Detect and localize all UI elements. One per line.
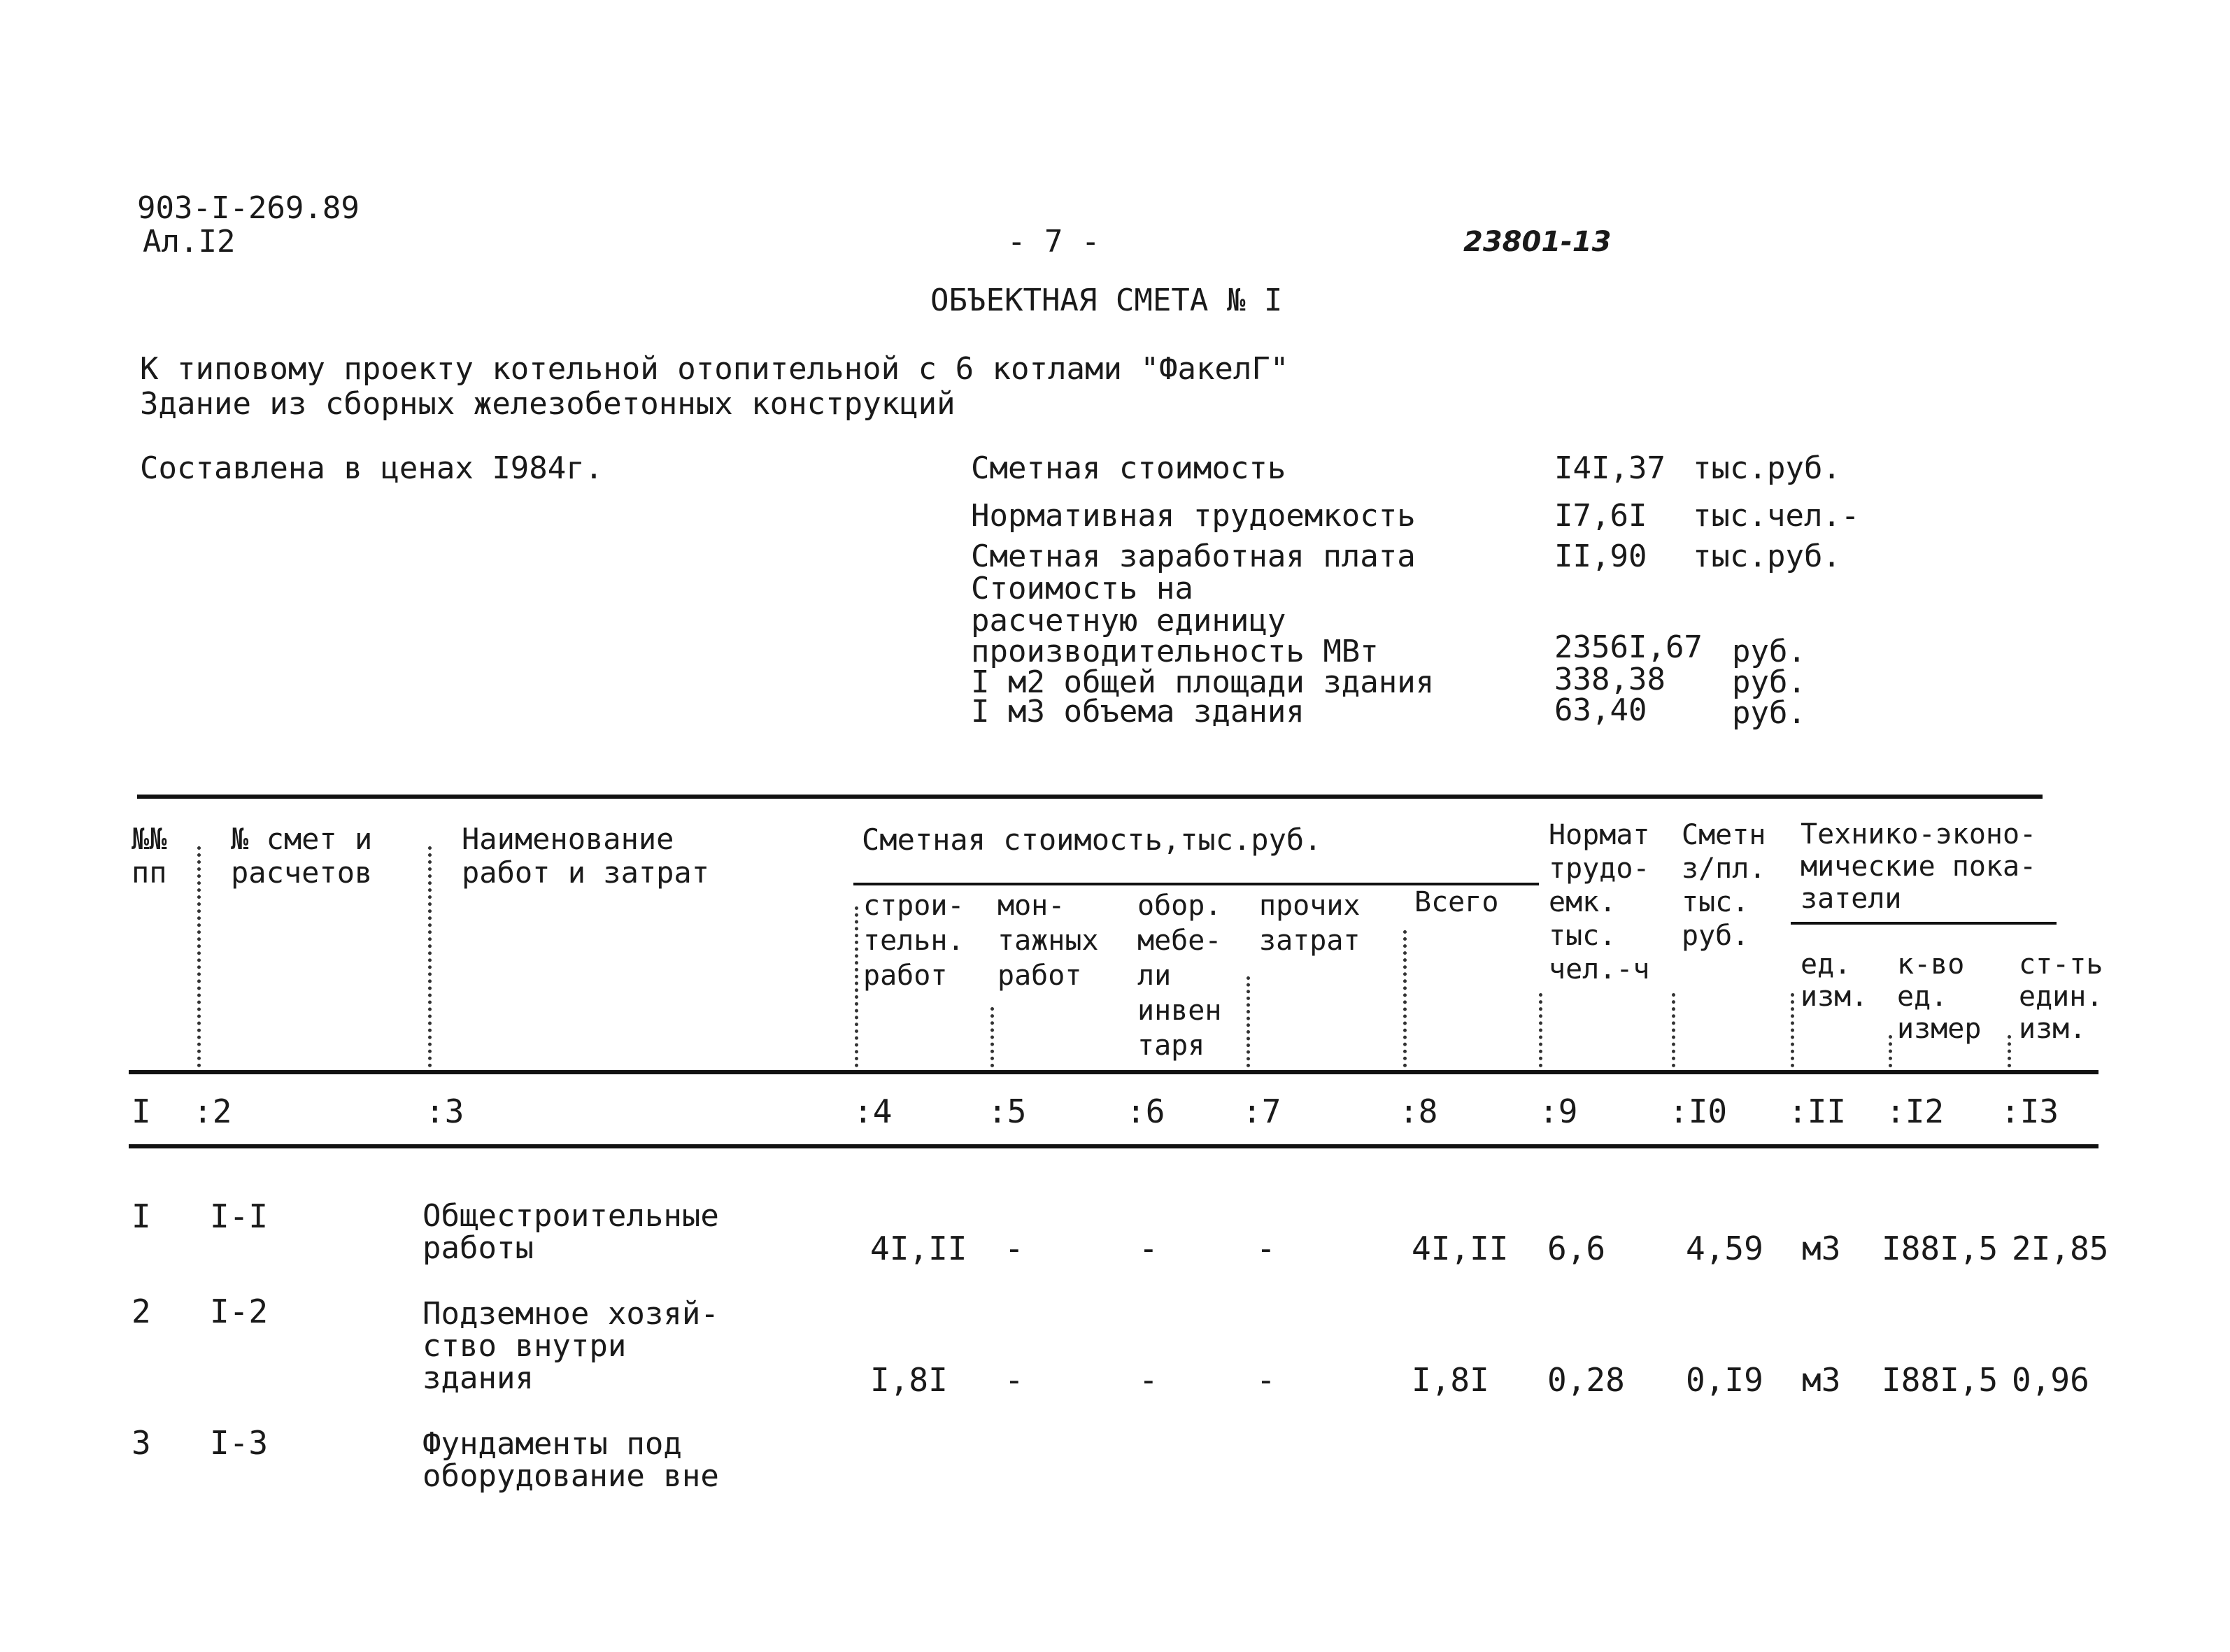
tech-group-rule [1791,922,2057,925]
header-labor: Нормат трудо- емк. тыс. чел.-ч [1549,819,1650,985]
col-separator [1889,1035,1892,1067]
cost-value: I4I,37 [1554,450,1666,486]
wage-value: II,90 [1554,539,1647,574]
table-cell-total: I,8I [1412,1361,1489,1399]
column-number: :I2 [1886,1092,1945,1130]
column-number: :2 [193,1092,232,1130]
column-number: :5 [988,1092,1027,1130]
unit-cost-label-2: расчетную единицу [971,603,1286,639]
table-cell-installation: - [1004,1230,1024,1267]
table-top-rule [137,795,2043,799]
unit-cost-label-1: Стоимость на [971,571,1193,606]
table-row-number: 3 [132,1424,151,1462]
area-label: I м2 общей площади здания [971,664,1435,700]
table-cell-labor: 6,6 [1547,1230,1606,1267]
table-cell-installation: - [1004,1361,1024,1399]
header-unit: ед. изм. [1801,948,1868,1013]
intro-line-1: К типовому проекту котельной отопительной с 6 котлами "ФакелГ" [140,351,1289,387]
inventory-number: 23801-13 [1463,226,1612,258]
table-cell-construction: 4I,II [870,1230,967,1267]
colnum-bottom-rule [129,1144,2098,1148]
column-number: :II [1788,1092,1847,1130]
header-equipment: обор. мебе- ли инвен таря [1137,890,1222,1062]
album-number: Ал.I2 [143,224,236,259]
header-total: Всего [1414,886,1499,918]
table-row-ref: I-2 [210,1293,269,1330]
table-cell-unit-cost: 2I,85 [2012,1230,2109,1267]
area-value: 338,38 [1554,662,1666,697]
table-row-number: I [132,1197,151,1235]
column-number: :7 [1242,1092,1281,1130]
header-row-number: №№ пп [132,822,167,890]
table-cell-unit: м3 [1802,1230,1841,1267]
col-separator [1791,993,1794,1067]
column-number: :9 [1539,1092,1578,1130]
column-number: :I3 [2001,1092,2059,1130]
header-tech-group: Технико-эконо- мические пока- затели [1801,818,2037,915]
header-unit-cost: ст-ть един. изм. [2019,948,2103,1045]
prices-note: Составлена в ценах I984г. [140,450,604,486]
wage-label: Сметная заработная плата [971,539,1416,574]
column-number: :8 [1399,1092,1438,1130]
table-cell-equipment: - [1139,1230,1158,1267]
cost-label: Сметная стоимость [971,450,1286,486]
labor-label: Нормативная трудоемкость [971,498,1416,534]
col-separator [1672,993,1675,1067]
table-cell-unit: м3 [1802,1361,1841,1399]
table-row-ref: I-3 [210,1424,269,1462]
table-row-name: Общестроительные работы [422,1198,719,1266]
table-cell-quantity: I88I,5 [1882,1230,1998,1267]
page-number: - 7 - [1007,224,1100,259]
page-title: ОБЪЕКТНАЯ СМЕТА № I [930,283,1283,318]
column-number: :I0 [1669,1092,1728,1130]
doc-code: 903-I-269.89 [137,190,360,226]
col-separator [1403,930,1407,1067]
column-number: :4 [853,1092,893,1130]
cost-unit: тыс.руб. [1693,450,1841,486]
labor-value: I7,6I [1554,498,1647,534]
header-installation: мон- тажных работ [997,890,1099,992]
table-row-name: Фундаменты под оборудование вне [422,1426,719,1494]
table-row-name: Подземное хозяй- ство внутри здания [422,1296,719,1396]
table-row-number: 2 [132,1293,151,1330]
col-separator [855,906,858,1067]
area-unit: руб. [1732,664,1806,700]
column-number: :6 [1126,1092,1165,1130]
capacity-value: 2356I,67 [1554,629,1703,665]
header-estimate-number: № смет и расчетов [231,822,373,890]
capacity-unit: руб. [1732,634,1806,669]
cost-group-rule [853,883,1539,885]
header-wage: Сметн з/пл. тыс. руб. [1682,819,1766,952]
table-cell-labor: 0,28 [1547,1361,1625,1399]
table-cell-equipment: - [1139,1361,1158,1399]
header-work-name: Наименование работ и затрат [462,822,710,890]
header-quantity: к-во ед. измер [1897,948,1982,1045]
table-cell-other: - [1256,1361,1276,1399]
col-separator [1247,976,1250,1067]
col-separator [1539,993,1542,1067]
volume-unit: руб. [1732,695,1806,731]
col-separator [428,846,432,1067]
intro-line-2: Здание из сборных железобетонных конструкций [140,386,956,422]
table-row-ref: I-I [210,1197,269,1235]
col-separator [2008,1035,2011,1067]
header-other-costs: прочих затрат [1259,890,1361,957]
table-cell-other: - [1256,1230,1276,1267]
table-cell-unit-cost: 0,96 [2012,1361,2089,1399]
table-cell-quantity: I88I,5 [1882,1361,1998,1399]
table-cell-wage: 4,59 [1686,1230,1763,1267]
wage-unit: тыс.руб. [1693,539,1841,574]
labor-unit: тыс.чел.- [1693,498,1860,534]
column-number: :3 [425,1092,464,1130]
column-number: I [132,1092,151,1130]
header-construction: строи- тельн. работ [863,890,965,992]
table-cell-wage: 0,I9 [1686,1361,1763,1399]
table-cell-total: 4I,II [1412,1230,1509,1267]
table-cell-construction: I,8I [870,1361,948,1399]
volume-label: I м3 объема здания [971,694,1305,729]
header-bottom-rule [129,1070,2098,1074]
capacity-label: производительность МВт [971,634,1379,669]
col-separator [197,846,201,1067]
header-cost-group: Сметная стоимость,тыс.руб. [862,823,1322,857]
volume-value: 63,40 [1554,692,1647,728]
col-separator [990,1007,994,1067]
